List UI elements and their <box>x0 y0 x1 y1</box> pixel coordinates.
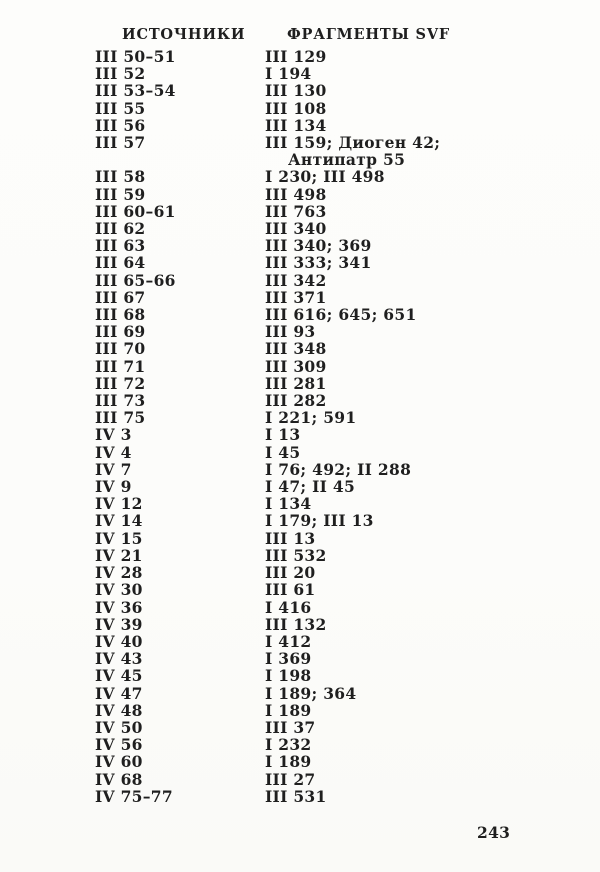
source-cell: III 68 <box>95 305 146 325</box>
fragment-value: III 498 <box>265 184 327 204</box>
fragment-cell <box>265 753 570 770</box>
fragment-cell <box>265 289 570 306</box>
fragment-value: III 134 <box>265 115 327 135</box>
fragment-value-continuation: Антипатр 55 <box>288 150 406 170</box>
table-row <box>95 633 570 650</box>
table-row <box>95 340 570 357</box>
table-row <box>95 495 570 512</box>
source-cell: IV 14 <box>95 511 143 531</box>
source-cell: IV 43 <box>95 649 143 669</box>
source-cell: III 64 <box>95 253 146 273</box>
fragment-value: III 532 <box>265 545 327 565</box>
source-cell: IV 45 <box>95 666 143 686</box>
fragment-cell <box>265 254 570 271</box>
source-cell: IV 56 <box>95 735 143 755</box>
fragment-cell <box>265 392 570 409</box>
table-row <box>95 117 570 134</box>
fragment-cell <box>265 461 570 478</box>
fragment-value: III 61 <box>265 580 316 600</box>
table-row <box>95 719 570 736</box>
table-row <box>95 254 570 271</box>
fragment-cell <box>265 186 570 203</box>
fragment-cell <box>265 409 570 426</box>
table-row <box>95 667 570 684</box>
fragment-cell <box>265 702 570 719</box>
table-row <box>95 237 570 254</box>
table-row <box>95 753 570 770</box>
fragment-value: I 230; III 498 <box>265 167 385 187</box>
fragment-cell <box>265 512 570 529</box>
fragment-cell <box>265 375 570 392</box>
source-cell: III 62 <box>95 219 146 239</box>
fragment-value: I 134 <box>265 494 312 514</box>
source-cell: IV 48 <box>95 700 143 720</box>
table-row <box>95 272 570 289</box>
fragment-value: III 282 <box>265 391 327 411</box>
source-cell: III 75 <box>95 408 146 428</box>
table-row <box>95 289 570 306</box>
table-row <box>95 444 570 461</box>
column-header-sources: ИСТОЧНИКИ <box>122 26 246 43</box>
fragment-value: III 340 <box>265 219 327 239</box>
table-row <box>95 702 570 719</box>
source-cell: IV 47 <box>95 683 143 703</box>
table-row <box>95 134 570 168</box>
source-cell: III 67 <box>95 287 146 307</box>
fragment-value: I 194 <box>265 64 312 84</box>
fragment-cell <box>265 358 570 375</box>
fragment-cell <box>265 719 570 736</box>
table-row <box>95 461 570 478</box>
fragment-value: III 616; 645; 651 <box>265 305 417 325</box>
fragment-value: I 416 <box>265 597 312 617</box>
source-cell: III 70 <box>95 339 146 359</box>
fragment-cell <box>265 616 570 633</box>
table-row <box>95 48 570 65</box>
fragment-cell <box>265 82 570 99</box>
source-cell: IV 39 <box>95 614 143 634</box>
fragment-value: I 189; 364 <box>265 683 357 703</box>
source-cell: III 69 <box>95 322 146 342</box>
table-row <box>95 771 570 788</box>
fragment-cell <box>265 771 570 788</box>
concordance-table <box>95 48 570 805</box>
source-cell: III 60–61 <box>95 201 176 221</box>
fragment-cell <box>265 650 570 667</box>
source-cell: III 52 <box>95 64 146 84</box>
source-cell: III 65–66 <box>95 270 176 290</box>
page-number: 243 <box>477 823 511 842</box>
column-header-fragments: ФРАГМЕНТЫ SVF <box>287 26 450 43</box>
fragment-cell <box>265 220 570 237</box>
table-row <box>95 375 570 392</box>
source-cell: IV 36 <box>95 597 143 617</box>
source-cell: III 63 <box>95 236 146 256</box>
table-row <box>95 530 570 547</box>
source-cell: III 58 <box>95 167 146 187</box>
fragment-value: III 13 <box>265 528 316 548</box>
fragment-value: III 531 <box>265 786 327 806</box>
table-row <box>95 409 570 426</box>
fragment-value: III 309 <box>265 356 327 376</box>
fragment-value: III 130 <box>265 81 327 101</box>
source-cell: IV 75–77 <box>95 786 173 806</box>
fragment-value: I 369 <box>265 649 312 669</box>
fragment-value: III 371 <box>265 287 327 307</box>
table-header-row <box>0 26 600 44</box>
table-row <box>95 82 570 99</box>
source-cell: IV 3 <box>95 425 132 445</box>
fragment-value: III 37 <box>265 717 316 737</box>
fragment-value: III 129 <box>265 47 327 66</box>
source-cell: III 56 <box>95 115 146 135</box>
fragment-value: III 20 <box>265 563 316 583</box>
source-cell: III 72 <box>95 373 146 393</box>
table-row <box>95 685 570 702</box>
fragment-value: I 47; II 45 <box>265 477 356 497</box>
fragment-value: I 221; 591 <box>265 408 357 428</box>
source-cell: IV 68 <box>95 769 143 789</box>
table-row <box>95 186 570 203</box>
table-row <box>95 581 570 598</box>
fragment-value: I 45 <box>265 442 301 462</box>
fragment-value: III 93 <box>265 322 316 342</box>
fragment-value: III 333; 341 <box>265 253 372 273</box>
source-cell: IV 28 <box>95 563 143 583</box>
table-row <box>95 512 570 529</box>
source-cell: IV 15 <box>95 528 143 548</box>
fragment-value: III 108 <box>265 98 327 118</box>
source-cell: IV 9 <box>95 477 132 497</box>
source-cell: III 50–51 <box>95 47 176 66</box>
source-cell: IV 40 <box>95 631 143 651</box>
fragment-cell <box>265 48 570 65</box>
table-row <box>95 650 570 667</box>
fragment-value: III 763 <box>265 201 327 221</box>
fragment-cell <box>265 100 570 117</box>
fragment-cell <box>265 564 570 581</box>
fragment-cell <box>265 685 570 702</box>
fragment-cell <box>265 633 570 650</box>
fragment-cell <box>265 134 570 168</box>
source-cell: IV 50 <box>95 717 143 737</box>
table-row <box>95 616 570 633</box>
fragment-cell <box>265 168 570 185</box>
fragment-value: III 159; Диоген 42; <box>265 133 441 153</box>
table-row <box>95 547 570 564</box>
table-row <box>95 392 570 409</box>
source-cell: IV 4 <box>95 442 132 462</box>
table-row <box>95 65 570 82</box>
fragment-cell <box>265 478 570 495</box>
fragment-value: I 232 <box>265 735 312 755</box>
fragment-cell <box>265 340 570 357</box>
table-row <box>95 736 570 753</box>
table-row <box>95 358 570 375</box>
fragment-cell <box>265 547 570 564</box>
source-cell: III 71 <box>95 356 146 376</box>
fragment-cell <box>265 272 570 289</box>
table-row <box>95 788 570 805</box>
source-cell: IV 21 <box>95 545 143 565</box>
source-cell: III 73 <box>95 391 146 411</box>
fragment-cell <box>265 203 570 220</box>
fragment-cell <box>265 444 570 461</box>
source-cell: III 57 <box>95 133 146 153</box>
fragment-value: I 198 <box>265 666 312 686</box>
source-cell: IV 7 <box>95 459 132 479</box>
fragment-value: III 348 <box>265 339 327 359</box>
fragment-value: III 342 <box>265 270 327 290</box>
source-cell: III 53–54 <box>95 81 176 101</box>
fragment-cell <box>265 581 570 598</box>
fragment-cell <box>265 306 570 323</box>
fragment-value: III 27 <box>265 769 316 789</box>
table-row <box>95 426 570 443</box>
fragment-value: III 132 <box>265 614 327 634</box>
table-row <box>95 203 570 220</box>
table-row <box>95 306 570 323</box>
source-cell: IV 12 <box>95 494 143 514</box>
source-cell: IV 60 <box>95 752 143 772</box>
fragment-value: I 412 <box>265 631 312 651</box>
table-row <box>95 100 570 117</box>
fragment-value: I 13 <box>265 425 301 445</box>
source-cell: III 59 <box>95 184 146 204</box>
fragment-cell <box>265 426 570 443</box>
table-row <box>95 323 570 340</box>
fragment-cell <box>265 599 570 616</box>
fragment-value: III 281 <box>265 373 327 393</box>
fragment-value: I 189 <box>265 752 312 772</box>
fragment-cell <box>265 667 570 684</box>
fragment-cell <box>265 788 570 805</box>
fragment-cell <box>265 323 570 340</box>
fragment-cell <box>265 117 570 134</box>
fragment-cell <box>265 530 570 547</box>
table-row <box>95 478 570 495</box>
table-row <box>95 220 570 237</box>
fragment-value: I 189 <box>265 700 312 720</box>
source-cell: IV 30 <box>95 580 143 600</box>
fragment-cell <box>265 237 570 254</box>
fragment-value: I 76; 492; II 288 <box>265 459 412 479</box>
fragment-cell <box>265 65 570 82</box>
fragment-cell <box>265 736 570 753</box>
fragment-value: III 340; 369 <box>265 236 372 256</box>
table-row <box>95 599 570 616</box>
fragment-value: I 179; III 13 <box>265 511 374 531</box>
source-cell: III 55 <box>95 98 146 118</box>
table-row <box>95 168 570 185</box>
fragment-cell <box>265 495 570 512</box>
table-row <box>95 564 570 581</box>
